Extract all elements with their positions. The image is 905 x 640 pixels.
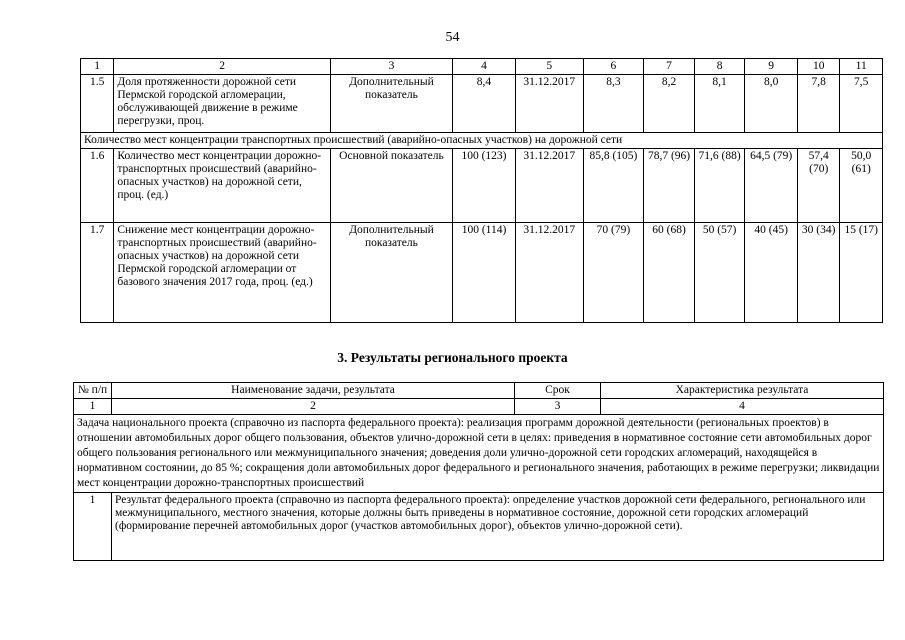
year-value: 50 (57) — [694, 223, 745, 323]
header-cell: 3 — [330, 59, 452, 75]
base-date: 31.12.2017 — [515, 149, 583, 223]
year-value: 70 (79) — [583, 223, 644, 323]
year-value: 64,5 (79) — [745, 149, 798, 223]
year-value: 8,1 — [694, 75, 745, 133]
year-value: 8,2 — [644, 75, 695, 133]
table-header-row — [81, 59, 883, 75]
year-value: 40 (45) — [745, 223, 798, 323]
table-row — [81, 149, 883, 223]
group-title: Количество мест концентрации транспортных происшествий (аварийно-опасных участков) на дорожной сети — [81, 133, 883, 149]
header-cell: 11 — [840, 59, 883, 75]
base-date: 31.12.2017 — [515, 223, 583, 323]
column-number: 3 — [515, 399, 601, 415]
result-number: 1 — [74, 493, 112, 561]
header-cell: 2 — [114, 59, 330, 75]
indicators-table — [80, 58, 883, 323]
indicator-type: Дополнительный показатель — [330, 75, 452, 133]
year-value: 8,3 — [583, 75, 644, 133]
year-value: 78,7 (96) — [644, 149, 695, 223]
header-cell: 1 — [81, 59, 114, 75]
indicator-name: Снижение мест концентрации дорожно-транспортных происшествий (аварийно-опасных участков) на дорожной сети Пермской городской агломерации от базового значения 2017 года, проц. (ед.) — [114, 223, 330, 323]
table-row — [81, 75, 883, 133]
section-title: 3. Результаты регионального проекта — [337, 350, 568, 365]
base-value: 8,4 — [453, 75, 516, 133]
year-value: 60 (68) — [644, 223, 695, 323]
year-value: 71,6 (88) — [694, 149, 745, 223]
year-value: 50,0 (61) — [840, 149, 883, 223]
year-value: 30 (34) — [797, 223, 839, 323]
column-number: 1 — [74, 399, 112, 415]
base-value: 100 (123) — [453, 149, 516, 223]
header-cell: 5 — [515, 59, 583, 75]
page-number: 54 — [445, 30, 460, 45]
result-text: Результат федерального проекта (справочно из паспорта федерального проекта): определение участков дорожной сети федерального, регионального или межмуниципального, местного значения, которые должны быть приведены в нормативное состояние, дорожной сети городских агломераций (формирование перечней автомобильных дорог (участков автомобильных дорог), объектов улично-дорожной сети). — [112, 493, 884, 561]
header-cell: 6 — [583, 59, 644, 75]
column-number-row — [74, 399, 884, 415]
indicator-type: Дополнительный показатель — [330, 223, 452, 323]
task-row — [74, 415, 884, 493]
header-cell: Характеристика результата — [601, 383, 884, 399]
row-number: 1.6 — [81, 149, 114, 223]
column-number: 4 — [601, 399, 884, 415]
year-value: 7,8 — [797, 75, 839, 133]
table-row — [81, 223, 883, 323]
header-cell: Наименование задачи, результата — [112, 383, 515, 399]
header-cell: 7 — [644, 59, 695, 75]
header-cell: № п/п — [74, 383, 112, 399]
base-value: 100 (114) — [453, 223, 516, 323]
results-table — [73, 382, 884, 561]
indicator-name: Доля протяженности дорожной сети Пермской городской агломерации, обслуживающей движение в режиме перегрузки, проц. — [114, 75, 330, 133]
task-text: Задача национального проекта (справочно из паспорта федерального проекта): реализация программ дорожной деятельности (региональных проектов) в отношении автомобильных дорог общего пользования, объектов улично-дорожной сети в целях: приведения в нормативное состояние сети автомобильных дорог общего пользования регионального или межмуниципального значения; доведения доли улично-дорожной сети городских агломераций, находящейся в нормативном состоянии, до 85 %; сокращения доли автомобильных дорог федерального и регионального значения, работающих в режиме перегрузки; ликвидации мест концентрации дорожно-транспортных происшествий — [74, 415, 884, 493]
header-cell: 4 — [453, 59, 516, 75]
header-cell: 10 — [797, 59, 839, 75]
group-title-row — [81, 133, 883, 149]
row-number: 1.7 — [81, 223, 114, 323]
base-date: 31.12.2017 — [515, 75, 583, 133]
indicator-name: Количество мест концентрации дорожно-транспортных происшествий (аварийно-опасных участков) на дорожной сети, проц. (ед.) — [114, 149, 330, 223]
result-row — [74, 493, 884, 561]
header-cell: 9 — [745, 59, 798, 75]
column-number: 2 — [112, 399, 515, 415]
year-value: 15 (17) — [840, 223, 883, 323]
table-header-row — [74, 383, 884, 399]
year-value: 57,4 (70) — [797, 149, 839, 223]
header-cell: Срок — [515, 383, 601, 399]
header-cell: 8 — [694, 59, 745, 75]
year-value: 7,5 — [840, 75, 883, 133]
indicator-type: Основной показатель — [330, 149, 452, 223]
year-value: 8,0 — [745, 75, 798, 133]
row-number: 1.5 — [81, 75, 114, 133]
year-value: 85,8 (105) — [583, 149, 644, 223]
